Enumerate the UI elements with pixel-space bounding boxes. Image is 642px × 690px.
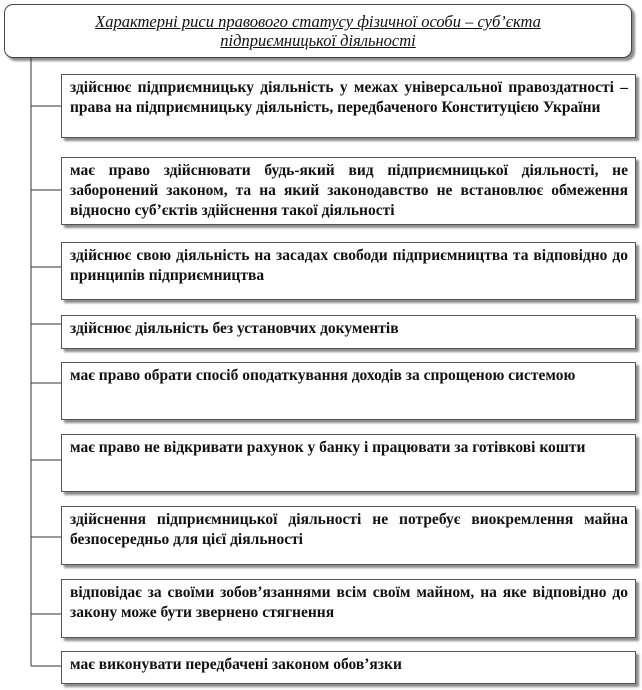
feature-text: здійснює діяльність без установчих документів	[70, 320, 399, 337]
diagram-title: Характерні риси правового статусу фізичної особи – суб’єкта підприємницької діяльності	[95, 12, 541, 50]
feature-box	[61, 362, 636, 420]
diagram-title-box	[4, 4, 632, 58]
feature-box	[61, 651, 636, 684]
feature-box	[61, 74, 636, 138]
feature-box	[61, 157, 636, 225]
feature-text: має право не відкривати рахунок у банку і працювати за готівкові кошти	[70, 439, 586, 456]
feature-text: здійснює підприємницьку діяльність у межах універсальної правоздатності – права на підприємницьку діяльність, передбаченого Конституцією України	[70, 79, 628, 116]
feature-box	[61, 579, 636, 638]
feature-text: здійснення підприємницької діяльності не потребує виокремлення майна безпосередньо для цієї діяльності	[70, 511, 628, 548]
feature-text: має виконувати передбачені законом обов’язки	[70, 656, 402, 673]
feature-text: здійснює свою діяльність на засадах свободи підприємництва та відповідно до принципів підприємництва	[70, 247, 628, 284]
feature-box	[61, 315, 636, 349]
feature-box	[61, 434, 636, 492]
feature-text: має право обрати спосіб оподаткування доходів за спрощеною системою	[70, 367, 576, 384]
feature-box	[61, 242, 636, 300]
feature-text: відповідає за своїми зобов’язаннями всім своїм майном, на яке відповідно до закону може бути звернено стягнення	[70, 584, 628, 621]
feature-text: має право здійснювати будь-який вид підприємницької діяльності, не заборонений законом, та на який законодавство не встановлює обмеження відносно суб’єктів здійснення такої діяльності	[70, 162, 628, 219]
feature-box	[61, 506, 636, 565]
